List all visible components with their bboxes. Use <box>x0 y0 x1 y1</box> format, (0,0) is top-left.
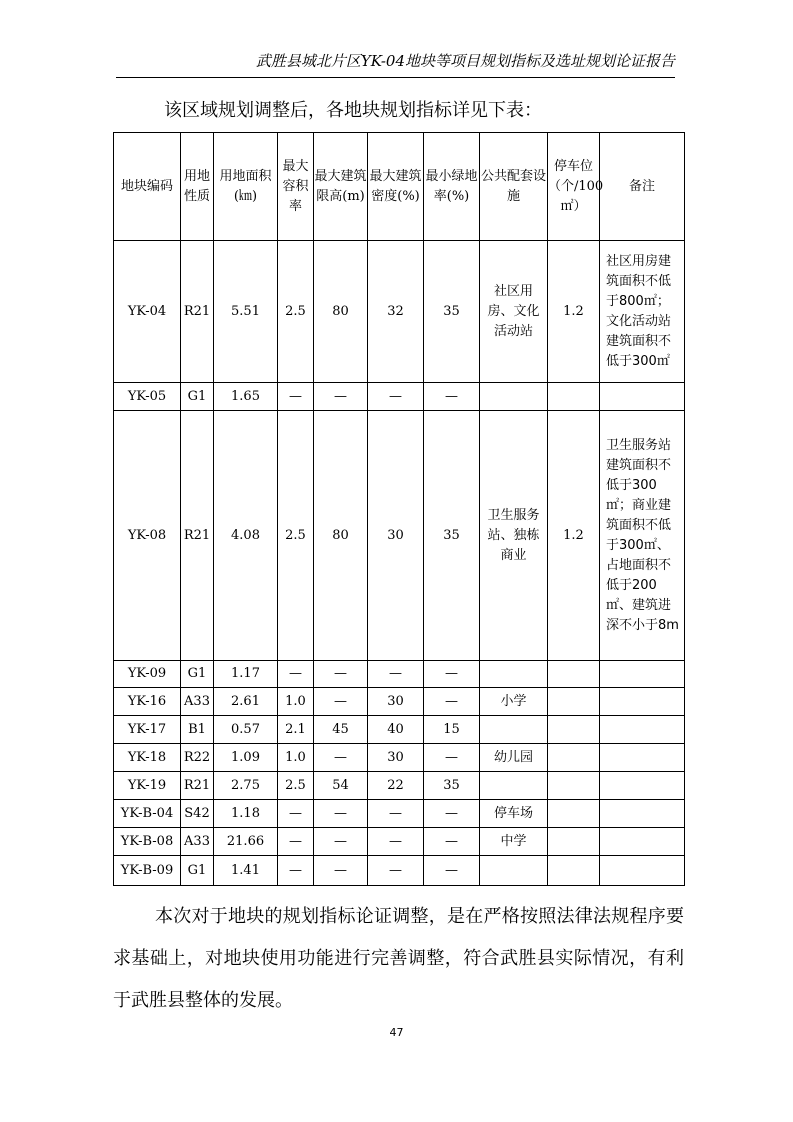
table-cell: — <box>314 383 368 411</box>
table-cell: A33 <box>181 828 214 856</box>
table-cell: 35 <box>424 772 480 800</box>
table-cell: — <box>314 856 368 886</box>
table-row <box>114 661 685 688</box>
table-cell: — <box>368 661 424 688</box>
table-cell: 22 <box>368 772 424 800</box>
table-cell: 卫生服务站建筑面积不低于300㎡；商业建筑面积不低于300㎡、占地面积不低于200㎡、建筑进深不小于8m <box>600 411 685 661</box>
table-row <box>114 688 685 716</box>
table-cell: R22 <box>181 744 214 772</box>
table-cell: — <box>314 688 368 716</box>
table-cell: 30 <box>368 411 424 661</box>
table-cell: 1.65 <box>214 383 278 411</box>
table-cell: — <box>314 800 368 828</box>
table-cell: YK-B-04 <box>114 800 181 828</box>
table-cell: — <box>424 744 480 772</box>
table-cell: 32 <box>368 241 424 383</box>
table-cell: 社区用房、文化活动站 <box>480 241 548 383</box>
table-cell: YK-09 <box>114 661 181 688</box>
table-cell: B1 <box>181 716 214 744</box>
table-header-cell: 备注 <box>600 133 685 241</box>
table-cell: YK-04 <box>114 241 181 383</box>
table-cell: — <box>368 383 424 411</box>
table-cell <box>548 856 600 886</box>
table-cell: A33 <box>181 688 214 716</box>
table-cell <box>600 688 685 716</box>
table-cell: 21.66 <box>214 828 278 856</box>
table-cell: 1.0 <box>278 688 314 716</box>
table-cell: 1.2 <box>548 241 600 383</box>
table-cell: YK-19 <box>114 772 181 800</box>
table-header-cell: 用地面积(㎞) <box>214 133 278 241</box>
table-cell: 2.1 <box>278 716 314 744</box>
table-cell: — <box>424 828 480 856</box>
table-cell <box>600 772 685 800</box>
table-cell <box>480 772 548 800</box>
table-cell: 卫生服务站、独栋商业 <box>480 411 548 661</box>
table-cell <box>548 772 600 800</box>
table-cell: — <box>278 661 314 688</box>
table-cell <box>548 661 600 688</box>
table-cell: YK-05 <box>114 383 181 411</box>
table-row <box>114 241 685 383</box>
table-cell: R21 <box>181 772 214 800</box>
table-cell: G1 <box>181 856 214 886</box>
table-cell: 80 <box>314 411 368 661</box>
table-row <box>114 411 685 661</box>
table-cell: G1 <box>181 383 214 411</box>
table-cell: — <box>278 828 314 856</box>
table-cell: 30 <box>368 744 424 772</box>
table-cell: 2.5 <box>278 411 314 661</box>
table-cell: — <box>424 661 480 688</box>
table-cell: 中学 <box>480 828 548 856</box>
table-cell: 2.5 <box>278 241 314 383</box>
table-cell: 2.61 <box>214 688 278 716</box>
table-cell: — <box>368 800 424 828</box>
table-cell <box>600 828 685 856</box>
table-cell: 30 <box>368 688 424 716</box>
table-cell: — <box>278 856 314 886</box>
table-cell <box>480 661 548 688</box>
table-cell: YK-B-09 <box>114 856 181 886</box>
table-cell <box>480 383 548 411</box>
table-cell: — <box>424 800 480 828</box>
table-cell: — <box>424 688 480 716</box>
table-cell <box>600 856 685 886</box>
table-cell: YK-18 <box>114 744 181 772</box>
page-number: 47 <box>389 1026 404 1039</box>
table-cell: 35 <box>424 241 480 383</box>
table-cell <box>480 856 548 886</box>
table-header-cell: 用地性质 <box>181 133 214 241</box>
table-cell: 1.2 <box>548 411 600 661</box>
table-cell: 1.41 <box>214 856 278 886</box>
table-cell: 80 <box>314 241 368 383</box>
table-cell: 54 <box>314 772 368 800</box>
table-row <box>114 744 685 772</box>
table-cell <box>548 828 600 856</box>
table-cell: 停车场 <box>480 800 548 828</box>
table-cell <box>600 744 685 772</box>
table-cell <box>600 661 685 688</box>
table-row <box>114 383 685 411</box>
table-cell: G1 <box>181 661 214 688</box>
table-cell: 1.09 <box>214 744 278 772</box>
table-cell <box>548 800 600 828</box>
table-cell: — <box>278 383 314 411</box>
table-cell <box>548 716 600 744</box>
table-header-cell: 最大建筑密度(%) <box>368 133 424 241</box>
table-header-cell: 最小绿地率(%) <box>424 133 480 241</box>
table-cell: YK-B-08 <box>114 828 181 856</box>
table-cell: — <box>368 856 424 886</box>
table-cell: 1.0 <box>278 744 314 772</box>
table-cell: — <box>314 661 368 688</box>
table-cell <box>548 688 600 716</box>
table-cell: — <box>314 828 368 856</box>
table-cell: — <box>424 383 480 411</box>
running-header: 武胜县城北片区YK-04地块等项目规划指标及选址规划论证报告 <box>116 50 675 78</box>
table-row <box>114 772 685 800</box>
table-cell: 1.18 <box>214 800 278 828</box>
table-cell <box>548 383 600 411</box>
table-cell: 2.5 <box>278 772 314 800</box>
table-header-cell: 公共配套设施 <box>480 133 548 241</box>
table-cell <box>480 716 548 744</box>
table-cell: 1.17 <box>214 661 278 688</box>
table-cell <box>600 800 685 828</box>
table-row <box>114 828 685 856</box>
table-cell: R21 <box>181 411 214 661</box>
table-row <box>114 716 685 744</box>
table-header-row <box>114 133 685 241</box>
table-cell: S42 <box>181 800 214 828</box>
table-cell: 35 <box>424 411 480 661</box>
intro-paragraph: 该区域规划调整后，各地块规划指标详见下表： <box>164 100 542 121</box>
table-cell: 15 <box>424 716 480 744</box>
table-header-cell: 地块编码 <box>114 133 181 241</box>
table-cell: 2.75 <box>214 772 278 800</box>
table-cell <box>548 744 600 772</box>
table-cell: 幼儿园 <box>480 744 548 772</box>
table-cell: YK-08 <box>114 411 181 661</box>
table-cell <box>600 716 685 744</box>
table-row <box>114 800 685 828</box>
table-cell: R21 <box>181 241 214 383</box>
table-cell: 小学 <box>480 688 548 716</box>
closing-paragraph: 本次对于地块的规划指标论证调整，是在严格按照法律法规程序要求基础上，对地块使用功能进行完善调整，符合武胜县实际情况，有利于武胜县整体的发展。 <box>113 906 684 1011</box>
table-header-cell: 停车位（个/100㎡） <box>548 133 600 241</box>
table-row <box>114 856 685 886</box>
table-header-cell: 最大建筑限高(m) <box>314 133 368 241</box>
table-cell: YK-17 <box>114 716 181 744</box>
table-cell: 4.08 <box>214 411 278 661</box>
table-cell: YK-16 <box>114 688 181 716</box>
table-cell: 0.57 <box>214 716 278 744</box>
table-header-cell: 最大容积率 <box>278 133 314 241</box>
table-cell: — <box>368 828 424 856</box>
table-cell: — <box>314 744 368 772</box>
table-cell <box>600 383 685 411</box>
planning-indicator-table <box>113 132 685 886</box>
table-cell: 40 <box>368 716 424 744</box>
table-cell: — <box>278 800 314 828</box>
table-cell: — <box>424 856 480 886</box>
table-cell: 45 <box>314 716 368 744</box>
table-cell: 社区用房建筑面积不低于800㎡；文化活动站建筑面积不低于300㎡ <box>600 241 685 383</box>
table-cell: 5.51 <box>214 241 278 383</box>
